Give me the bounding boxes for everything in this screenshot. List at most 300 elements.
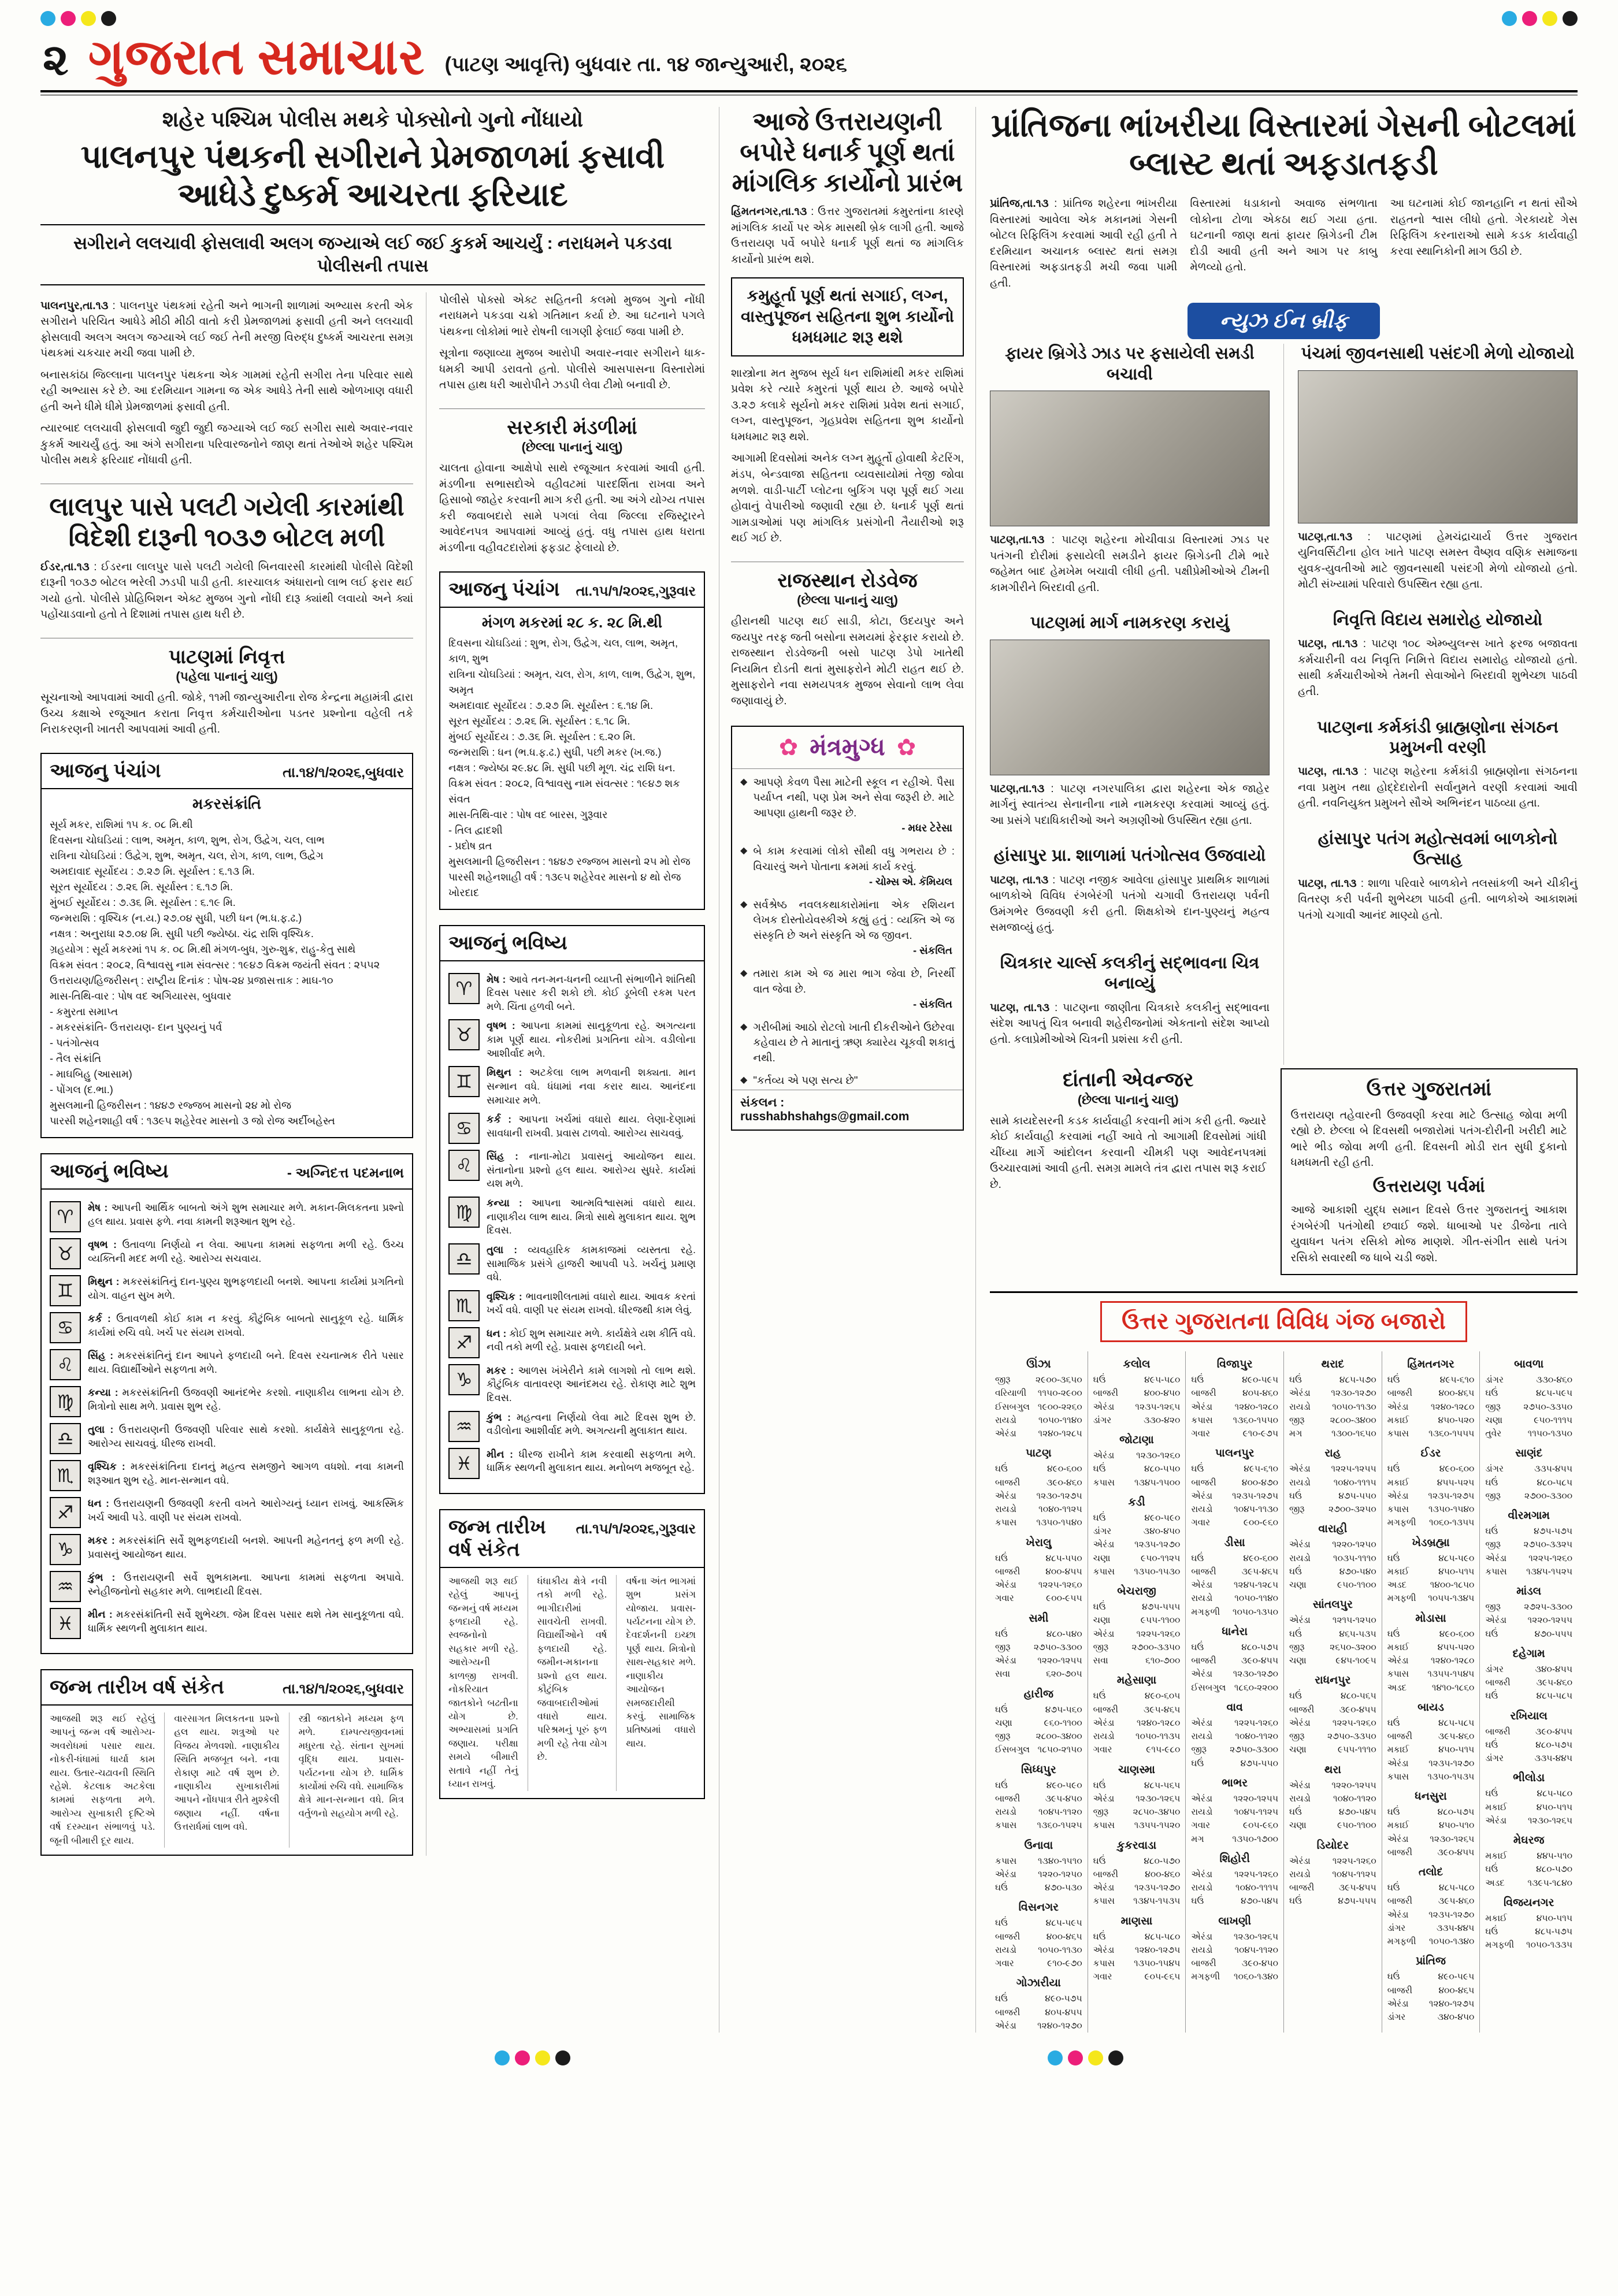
commodity-price: ૪૯૦-૫૭૫	[1045, 1994, 1082, 2004]
commodity-name: બાજરી	[1191, 1959, 1216, 1969]
market-price-row	[1093, 1462, 1181, 1476]
market-block	[1387, 1866, 1475, 1948]
market-name: વિજાપુર	[1216, 1358, 1253, 1371]
commodity-price: ૪૫૦-૫૨૦	[1438, 1415, 1475, 1425]
market-price-row	[1191, 1641, 1278, 1654]
commodity-price: ૧૩૫૦-૧૫૩૦	[1134, 1566, 1181, 1577]
market-price-row	[1485, 1525, 1572, 1538]
commodity-name: ડાંગર	[1485, 1664, 1504, 1674]
horoscope-prediction: મકરસંક્રાંતિના દાનનું મહત્વ સમજીને આગળ વધશો. નવા કામની શરૂઆત શુભ રહે. માન-સન્માન વધે.	[88, 1460, 404, 1486]
market-price-row	[1289, 1743, 1376, 1756]
commodity-name: કપાસ	[1387, 1429, 1409, 1439]
market-name: કડી	[1128, 1496, 1145, 1509]
market-price-row	[1191, 1833, 1278, 1846]
horoscope-row	[50, 1460, 404, 1491]
market-price-row	[1093, 1476, 1181, 1489]
bullet-icon: ◆	[740, 968, 748, 979]
commodity-name: બાજરી	[995, 1793, 1020, 1804]
commodity-price: ૧૦૪૫-૧૧૨૦	[1234, 1945, 1279, 1955]
commodity-name: ઘઉં	[1485, 1691, 1498, 1701]
market-price-row	[1191, 1868, 1278, 1881]
zodiac-icon: ♍	[50, 1386, 81, 1417]
zodiac-icon: ♓	[50, 1608, 81, 1639]
zodiac-sign-name: કુંભ :	[88, 1571, 124, 1583]
commodity-price: ૧૩૫૦-૧૫૩૫	[1427, 1771, 1475, 1782]
brief-text: પાટણ નગરપાલિકા દ્વારા શહેરના એક જાહેર માર્ગનું સ્વાતંત્ર્ય સેનાનીના નામે નામકરણ કરવામાં આવ્યું હતું. આ પ્રસંગે પદાધિકારીઓ અને અગ્રણીઓ ઉપસ્થિત રહ્યા હતા.	[990, 782, 1270, 827]
commodity-price: ૩૩૦-૪૬૦	[1536, 1375, 1573, 1385]
commodity-name: બાજરી	[1093, 1388, 1119, 1399]
commodity-name: ડાંગર	[1485, 1753, 1504, 1764]
news-brief-item	[990, 846, 1270, 936]
market-price-row	[1191, 1819, 1278, 1832]
horoscope-prediction: વ્યવહારિક કામકાજમાં વ્યસ્તતા રહે. સામાજિક પ્રસંગે હાજરી આપવી પડે. ખર્ચનું પ્રમાણ વધે.	[487, 1243, 696, 1283]
commodity-price: ૧૩૪૫-૧૫૦૦	[1134, 1477, 1181, 1488]
horoscope-prediction: ઉત્તરાયણની ઉજવણી કરતી વખતે આરોગ્યનું ધ્યાન રાખવું. આકસ્મિક ખર્ચ આવી પડે. વાણી પર સંયમ રાખવો.	[88, 1497, 404, 1523]
brief-headline: નિવૃત્તિ વિદાય સમારોહ યોજાયો	[1333, 611, 1543, 629]
horoscope-text	[487, 1448, 696, 1475]
market-price-row	[995, 1552, 1082, 1565]
brief-dateline: પાટણ, તા.૧૩	[1298, 766, 1359, 778]
commodity-price: ૧૩૬૦-૧૫૫૫	[1428, 1429, 1475, 1439]
commodity-name: ઘઉં	[1289, 1691, 1302, 1701]
market-block	[1289, 1840, 1376, 1908]
brief-body: પાટણ,તા.૧૩ : પાટણ નગરપાલિકા દ્વારા શહેરના એક જાહેર માર્ગનું સ્વાતંત્ર્ય સેનાનીના નામે નામકરણ કરવામાં આવ્યું હતું. આ પ્રસંગે પદાધિકારીઓ અને અગ્રણીઓ ઉપસ્થિત રહ્યા હતા.	[990, 782, 1270, 827]
commodity-price: ૪૦૦-૪૫૦	[1144, 1388, 1181, 1399]
market-block	[1387, 1701, 1475, 1784]
market-price-row	[1485, 1912, 1572, 1925]
brief-headline: ચિત્રકાર ચાર્લ્સ કલકીનું સદ્ભાવના ચિત્ર બનાવ્યું	[1000, 953, 1260, 993]
commodity-name: એરંડા	[1191, 1718, 1213, 1728]
brief-dateline: પાટણ,તા.૧૩	[990, 534, 1045, 547]
market-rows	[1387, 1805, 1475, 1859]
market-rows	[995, 1779, 1082, 1833]
commodity-price: ૧૨૨૦-૧૨૫૦	[1038, 1869, 1082, 1879]
market-price-row	[1093, 1792, 1181, 1805]
zodiac-icon: ♈	[448, 973, 480, 1004]
horoscope-text	[88, 1460, 404, 1487]
quote-row	[732, 1014, 963, 1067]
commodity-price: ૪૦૦-૪૬૫	[1438, 1388, 1475, 1399]
quote-item	[732, 960, 963, 1014]
commodity-name: બાજરી	[995, 1931, 1020, 1942]
commodity-price: ૪૦૦-૪૬૫	[1046, 1931, 1082, 1942]
commodity-name: ઘઉં	[995, 1629, 1008, 1639]
market-price-row	[1191, 1462, 1278, 1476]
commodity-name: રાયડો	[1191, 1593, 1213, 1604]
market-price-row	[1191, 1743, 1278, 1756]
market-price-row	[1289, 1703, 1376, 1717]
market-price-row	[1485, 1427, 1572, 1440]
commodity-name: બાજરી	[1191, 1388, 1216, 1399]
commodity-price: ૯૦૦-૯૫૫	[1046, 1593, 1082, 1604]
commodity-name: મગફળી	[1387, 1937, 1416, 1947]
market-price-row	[1485, 1552, 1572, 1565]
market-rows	[1387, 1552, 1475, 1606]
commodity-name: રાયડો	[1191, 1945, 1213, 1955]
market-price-row	[1093, 1600, 1181, 1614]
story-body: સૂત્રોના જણાવ્યા મુજબ આરોપી અવાર-નવાર સગીરાને ધાક-ધમકી આપી ડરાવતો હતો. પોલીસે આસપાસના વિસ્તારોમાં તપાસ હાથ ધરી આરોપીને ઝડપી લેવા ટીમો બનાવી છે.	[439, 347, 705, 392]
horoscope-prediction: ઉત્તરાયણની સર્વે શુભકામના. આપના કામમાં સફળતા અપાવે. સ્નેહીજનોનો સહકાર મળે. લાભદાયી દિવસ.	[88, 1571, 404, 1597]
commodity-price: ૧૨૨૫-૧૨૬૦	[1332, 1718, 1376, 1728]
market-name: બાવળા	[1514, 1358, 1544, 1371]
market-block	[1485, 1648, 1572, 1703]
commodity-price: ૧૩૪૫-૧૫૨૫	[1526, 1566, 1573, 1577]
commodity-price: ૪૮૦-૫૭૫	[1241, 1642, 1279, 1652]
zodiac-icon: ♌	[448, 1150, 480, 1181]
commodity-name: ઘઉં	[1485, 1927, 1498, 1937]
horoscope-prediction: ઉતાવળા નિર્ણયો ન લેવા. આપના કામમાં સફળતા મળી રહે. ઉચ્ચ વ્યક્તિની મદદ મળી રહે. આરોગ્ય સચવાય.	[88, 1238, 404, 1264]
market-name: હારીજ	[1023, 1688, 1054, 1700]
commodity-name: એરંડા	[1387, 1834, 1409, 1844]
market-price-row	[1289, 1792, 1376, 1805]
market-rows	[1485, 1462, 1572, 1503]
horoscope-row	[50, 1534, 404, 1565]
commodity-price: ૧૦૪૦-૧૧૨૫	[1038, 1504, 1082, 1515]
market-name: પાટણ	[1026, 1447, 1052, 1460]
market-price-row	[1485, 1801, 1572, 1814]
panchang-line: મુસલમાની હિજરીસન : ૧૪૪૭ રજ્જબ માસનો ૨૪ મો રોજ	[50, 1099, 292, 1111]
brief-headline: પાટણના કર્મકાંડી બ્રાહ્મણોના સંગઠન પ્રમુખની વરણી	[1317, 718, 1558, 757]
registration-marks-bottom-left	[495, 2050, 570, 2065]
commodity-name: ઈસબગુલ	[1191, 1682, 1226, 1693]
commodity-name: મગ	[1191, 1834, 1204, 1844]
commodity-name: એરંડા	[1093, 1451, 1115, 1461]
commodity-name: રાયડો	[1191, 1807, 1213, 1818]
zodiac-icon: ♋	[448, 1113, 480, 1144]
market-block	[1093, 1358, 1181, 1427]
market-price-row	[1289, 1894, 1376, 1908]
commodity-name: ઘઉં	[1191, 1464, 1204, 1474]
market-column	[1382, 1351, 1480, 2033]
market-price-row	[1289, 1387, 1376, 1400]
market-name: મેઘરજ	[1513, 1834, 1545, 1847]
market-price-row	[1289, 1717, 1376, 1730]
market-rows	[1387, 1628, 1475, 1695]
zodiac-icon: ♒	[50, 1571, 81, 1602]
market-name: કલોલ	[1123, 1358, 1151, 1371]
commodity-price: ૧૨૪૦-૧૨૮૦	[1431, 1656, 1475, 1666]
market-price-row	[1289, 1628, 1376, 1641]
commodity-name: કપાસ	[1093, 1959, 1115, 1969]
box-body: આજે આકાશી યુદ્ધ સમાન દિવસે ઉત્તર ગુજરાતનું આકાશ રંગબેરંગી પતંગોથી છવાઈ જશે. ધાબાઓ પર ડીજેના તાલે યુવાધન પતંગ રસિકો મોજ માણશે. ગીત-સંગીત સાથે પતંગ રસિકો સવારથી જ ધાબે ચડી જશે.	[1290, 1204, 1567, 1264]
brief-headline: ફાયર બ્રિગેડે ઝાડ પર ફસાયેલી સમડી બચાવી	[1005, 344, 1255, 384]
market-price-row	[995, 1855, 1082, 1868]
right-bottom-row	[990, 1068, 1578, 1275]
market-price-row	[1387, 1462, 1475, 1476]
panchang-line: પારસી શહેનશાહી વર્ષ : ૧૩૯૫ શહેરેવર માસનો ૩ જો રોજ અર્દીબહેસ્ત	[50, 1114, 335, 1127]
panchang-line: - કમુરતા સમાપ્ત	[50, 1005, 118, 1017]
market-name: ઊંઝા	[1026, 1358, 1051, 1371]
commodity-price: ૧૨૩૫-૧૨૭૦	[1134, 1540, 1181, 1550]
commodity-name: મકાઈ	[1387, 1415, 1409, 1425]
horoscope-prediction: મકરસંક્રાંતિ સર્વે શુભફળદાયી બનશે. આપની મહેનતનું ફળ મળી રહે. પ્રવાસનું આયોજન થાય.	[88, 1534, 404, 1560]
commodity-name: ઘઉં	[1387, 1629, 1400, 1639]
market-price-row	[995, 2019, 1082, 2033]
commodity-price: ૯૧૦-૯૭૫	[1242, 1429, 1279, 1439]
zodiac-icon: ♎	[448, 1243, 480, 1275]
brief-text: શાળા પરિવારે બાળકોને તલસાંકળી અને ચીકીનું વિતરણ કરી પર્વની શુભેચ્છા પાઠવી હતી. બાળકોએ આકાશમાં પતંગો ચગાવી આનંદ માણ્યો હતો.	[1298, 877, 1578, 922]
horoscope-row	[448, 1066, 696, 1107]
commodity-name: એરંડા	[1387, 1998, 1409, 2009]
market-price-row	[1191, 1730, 1278, 1743]
horoscope-row	[448, 973, 696, 1014]
commodity-price: ૧૩૬૦-૧૫૫૦	[1233, 1415, 1279, 1425]
registration-dot-cyan	[40, 11, 55, 26]
bullet-icon: ◆	[740, 845, 748, 856]
story-headline: લાલપુર પાસે પલટી ગયેલી કારમાંથી વિદેશી દારૂની ૧૦૩૭ બોટલ મળી	[49, 493, 404, 552]
horoscope-text	[88, 1386, 404, 1413]
market-price-row	[1387, 1970, 1475, 1983]
commodity-name: રાયડો	[1191, 1883, 1213, 1893]
story-subhead-box: કમુહૂર્તા પૂર્ણ થતાં સગાઈ, લગ્ન, વાસ્તુપૂજન સહિતના શુભ કાર્યોનો ધમધમાટ શરૂ થશે	[731, 277, 964, 356]
panchang-line: નક્ષત્ર : જ્યેષ્ઠા ૨૯.૪૮ મિ. સુધી પછી મૂળ. ચંદ્ર રાશિ ધન.	[448, 761, 676, 774]
market-price-row	[1093, 1400, 1181, 1414]
market-price-row	[1093, 1944, 1181, 1957]
commodity-name: ઘઉં	[995, 1883, 1008, 1893]
market-name: ડિયોદર	[1316, 1839, 1349, 1852]
horoscope-row	[50, 1608, 404, 1639]
market-rows	[1289, 1538, 1376, 1592]
market-rows	[1191, 1792, 1278, 1846]
market-block	[1485, 1772, 1572, 1827]
commodity-name: ઘઉં	[1485, 1740, 1498, 1750]
commodity-price: ૧૦૪૦-૧૧૧૫	[1235, 1883, 1279, 1893]
market-price-row	[995, 1916, 1082, 1930]
market-section-title: ઉત્તર ગુજરાતના વિવિધ ગંજ બજારો	[1100, 1301, 1467, 1342]
zodiac-icon: ♋	[50, 1312, 81, 1343]
market-price-row	[1387, 1894, 1475, 1908]
horoscope-prediction: આવે તન-મન-ધનની વ્યાપ્તી સંભાળીને શાંતિથી દિવસ પસાર કરી શકો છો. કોઈ ડૂબેલી રકમ પરત મળે. ચિંતા હળવી બને.	[487, 973, 696, 1012]
commodity-name: મકાઈ	[1485, 1851, 1508, 1862]
lotus-icon: ✿	[778, 734, 799, 760]
market-rows	[995, 1628, 1082, 1681]
commodity-name: ઘઉં	[1485, 1864, 1498, 1875]
market-rows	[1093, 1930, 1181, 1984]
commodity-name: જીરૂ	[1093, 1642, 1109, 1652]
market-price-row	[1093, 1414, 1181, 1427]
commodity-price: ૯૦૫-૯૬૦	[1242, 1821, 1279, 1831]
market-price-row	[1289, 1578, 1376, 1592]
market-price-row	[1093, 1894, 1181, 1908]
birth-year-title: જન્મ તારીખ વર્ષ સંકેત	[50, 1675, 224, 1698]
market-price-row	[1093, 1449, 1181, 1462]
birth-year-text: વારસાગત મિલકતના પ્રશ્નો હલ થાય. શત્રુઓ પર વિજય મેળવશો. નાણાકીય સ્થિતિ મજબૂત બને. નવા રોકાણ માટે વર્ષ શુભ છે. નાણાકીય સુખાકારીમાં આપને નોંધપાત્ર રીતે મુશ્કેલી જણાય નહીં. વર્ષના ઉત્તરાર્ધમાં લાભ વધે.	[164, 1712, 279, 1848]
market-name: ઉનાવા	[1024, 1839, 1053, 1852]
market-price-row	[1289, 1552, 1376, 1565]
market-price-row	[1485, 1814, 1572, 1827]
market-name: મહેસાણા	[1116, 1674, 1157, 1687]
panchang-line: જન્મરાશિ : ધન (ભ.ધ.ફ.ઢ.) સુધી, પછી મકર (ખ.જ.)	[448, 746, 662, 758]
market-price-row	[995, 1489, 1082, 1503]
horoscope-row	[448, 1448, 696, 1479]
market-price-row	[1387, 1400, 1475, 1414]
commodity-name: એરંડા	[1191, 1669, 1213, 1680]
zodiac-sign-name: સિંહ :	[88, 1350, 118, 1361]
commodity-name: ઘઉં	[1289, 1629, 1302, 1639]
commodity-price: ૨૮૦૦-૩૪૦૦	[1036, 1732, 1082, 1742]
market-price-row	[995, 1667, 1082, 1681]
horoscope-prediction: મકરસંક્રાંતિની સર્વે શુભેચ્છા. જેમ દિવસ પસાર થશે તેમ સાનુકૂળતા વધે. ધાર્મિક સ્થળની મુલાકાત થાય.	[88, 1608, 404, 1634]
commodity-price: ૪૭૦-૫૪૫	[1338, 1807, 1376, 1818]
commodity-name: એરંડા	[1289, 1718, 1311, 1728]
panchang-header	[440, 573, 704, 608]
commodity-price: ૧૨૪૦-૧૨૭૫	[1428, 1998, 1475, 2009]
commodity-price: ૩૯૫-૪૬૫	[1241, 1566, 1279, 1577]
market-name: વિસનગર	[1018, 1901, 1059, 1914]
market-name: થરા	[1324, 1763, 1341, 1776]
horoscope-text	[487, 973, 696, 1014]
commodity-name: એરંડા	[1191, 1931, 1213, 1942]
commodity-price: ૧૨૩૦-૧૨૬૦	[1136, 1451, 1181, 1461]
panchang-line: સૂરત સૂર્યોદય : ૭.૨૬ મિ. સૂર્યાસ્ત : ૬.૧૭ મિ.	[50, 880, 233, 893]
market-name: રાહ	[1324, 1447, 1341, 1460]
market-price-row	[995, 1592, 1082, 1605]
market-name: ધનસુરા	[1415, 1790, 1447, 1803]
commodity-name: બાજરી	[1191, 1656, 1216, 1666]
market-name: સાણંદ	[1515, 1447, 1543, 1460]
market-name: ભાભર	[1222, 1777, 1248, 1789]
market-price-row	[1289, 1565, 1376, 1578]
market-block	[1387, 1955, 1475, 2024]
commodity-name: બાજરી	[1485, 1726, 1511, 1737]
market-rows	[1387, 1373, 1475, 1440]
commodity-price: ૧૨૩૦-૧૨૬૫	[1527, 1815, 1573, 1826]
market-price-row	[1289, 1476, 1376, 1489]
panchang-line: - પ્રદોષ વ્રત	[448, 839, 492, 852]
quote-item	[732, 838, 963, 891]
horoscope-text	[487, 1411, 696, 1438]
commodity-price: ૩૩૫-૪૫૫	[1534, 1464, 1573, 1474]
market-price-row	[995, 2006, 1082, 2019]
commodity-price: ૧૨૨૫-૧૨૬૦	[1234, 1718, 1279, 1728]
market-price-row	[1289, 1868, 1376, 1881]
commodity-name: ચણા	[1093, 1553, 1111, 1563]
commodity-price: ૧૨૨૫-૧૨૫૫	[1331, 1464, 1376, 1474]
panchang-line: - માઘબિહુ (આસામ)	[50, 1068, 132, 1080]
market-block	[995, 1764, 1082, 1833]
market-rows	[1289, 1462, 1376, 1516]
commodity-name: એરંડા	[1093, 1945, 1115, 1955]
quote-item	[732, 1067, 963, 1090]
commodity-price: ૨૭૦૦-૩૩૫૦	[1131, 1642, 1181, 1652]
commodity-price: ૧૨૨૦-૧૨૫૫	[1233, 1793, 1279, 1804]
story-body: બનાસકાંઠા જિલ્લાના પાલનપુર પંથકના એક ગામમાં રહેતી સગીરા તેના પરિવાર સાથે રહી અભ્યાસ કરે છે. આ દરમિયાન ગામના જ એક આધેડે તેની સાથે ઓળખાણ વધારી હતી અને ધીમે ધીમે પ્રેમજાળમાં ફસાવી હતી.	[40, 369, 413, 413]
registration-dot-cyan	[1048, 2050, 1063, 2065]
market-price-row	[1387, 1414, 1475, 1427]
commodity-name: એરંડા	[1289, 1388, 1311, 1399]
zodiac-icon: ♌	[50, 1349, 81, 1380]
horoscope-row	[50, 1349, 404, 1380]
market-name: રાધનપુર	[1315, 1674, 1351, 1687]
horoscope-text	[88, 1571, 404, 1598]
quote-text: ગરીબીમાં આઠો રોટલો ખાતી દીકરીઓને ઉછેરવા કહેવાય છે તે માતાનું ઋણ ક્યારેય ચૂકવી શકાતું નથી.	[753, 1020, 955, 1064]
zodiac-icon: ♑	[448, 1364, 480, 1395]
commodity-price: ૪૯૦-૬૦૦	[1439, 1629, 1475, 1639]
story-lead: ઉત્તર ગુજરાતમાં કમુરતાંના કારણે માંગલિક કાર્યો પર એક માસથી બ્રેક લાગી હતી. આજે ઉત્તરાયણ પર્વે બપોરે ધનાર્ક પૂર્ણ થતાં જ માંગલિક કાર્યોનો પ્રારંભ થશે.	[731, 206, 964, 266]
horoscope-row	[50, 1423, 404, 1454]
commodity-name: ચણા	[1289, 1580, 1307, 1591]
quote-text: "કર્તવ્ય એ પણ સત્ય છે"	[753, 1074, 858, 1087]
commodity-name: ઘઉં	[995, 1464, 1008, 1474]
commodity-price: ૧૦૫૦-૧૧૩૦	[1332, 1402, 1376, 1412]
market-rows	[1485, 1725, 1572, 1766]
commodity-name: કપાસ	[1093, 1896, 1115, 1907]
market-rows	[1093, 1779, 1181, 1833]
zodiac-icon: ♏	[50, 1460, 81, 1491]
zodiac-sign-name: તુલા :	[88, 1424, 119, 1435]
commodity-name: ઘઉં	[1191, 1896, 1204, 1907]
commodity-price: ૪૭૫-૫૬૦	[1045, 1704, 1082, 1715]
zodiac-sign-name: વૃશ્ચિક :	[88, 1461, 131, 1472]
registration-marks-top-right	[1502, 11, 1578, 26]
commodity-name: મકાઈ	[1387, 1821, 1409, 1831]
commodity-name: કપાસ	[1191, 1415, 1213, 1425]
commodity-price: ૪૪૫-૫૧૦	[1537, 1851, 1573, 1862]
market-price-row	[1485, 1414, 1572, 1427]
panchang-line: વિક્રમ સંવત : ૨૦૮૨, વિશ્વાવસુ નામ સંવત્સર : ૧૯૪૭ શક સંવત	[448, 777, 680, 805]
mantra-title: મંત્રમુગ્ધ	[810, 734, 885, 761]
registration-dot-yellow	[1542, 11, 1557, 26]
market-price-row	[1289, 1414, 1376, 1427]
news-brief-item	[1298, 829, 1578, 923]
zodiac-sign-name: કર્ક :	[88, 1313, 116, 1324]
registration-dot-magenta	[61, 11, 76, 26]
market-price-row	[1191, 1552, 1278, 1565]
commodity-name: અડદ	[1387, 1682, 1407, 1693]
brief-headline: હાંસાપુર પ્રા. શાળામાં પતંગોત્સવ ઉજવાયો	[993, 846, 1266, 865]
birth-year-date: તા.૧૫/૧/૨૦૨૬,ગુરૂવાર	[576, 1521, 696, 1537]
market-name: હિંમતનગર	[1407, 1358, 1454, 1371]
market-name: સાંતલપુર	[1312, 1599, 1353, 1611]
commodity-name: બાજરી	[1093, 1704, 1119, 1715]
brief-text: પાટણ ૧૦૮ એમ્બ્યુલન્સ ખાતે ફરજ બજાવતા કર્મચારીની વય નિવૃત્તિ નિમિત્તે વિદાય સમારોહ યોજાયો હતો. સાથી કર્મચારીઓએ તેમની સેવાઓને બિરદાવી શુભેચ્છા પાઠવી હતી.	[1298, 638, 1578, 699]
market-rows	[1485, 1600, 1572, 1641]
market-rows	[1093, 1600, 1181, 1667]
horoscope-row	[50, 1275, 404, 1306]
horoscope-prediction: ઉતાવળથી કોઈ કામ ન કરવું. કૌટુંબિક બાબતો સાનુકૂળ રહે. ધાર્મિક કાર્યમાં રુચિ વધે. ખર્ચ પર સંયમ રાખવો.	[88, 1312, 404, 1338]
market-name: વારાહી	[1318, 1523, 1348, 1536]
box-body: ઉત્તરાયણ તહેવારની ઉજવણી કરવા માટે ઉત્સાહ જોવા મળી રહ્યો છે. છેલ્લા બે દિવસથી બજારોમાં પતંગ-દોરીની ખરીદી માટે ભારે ભીડ જોવા મળી હતી. દિવસની મોડી રાત સુધી દુકાનો ધમધમતી રહી હતી.	[1290, 1109, 1567, 1169]
bullet-icon: ◆	[740, 1075, 748, 1086]
market-price-row	[995, 1944, 1082, 1957]
commodity-price: ૪૦૫-૪૫૫	[1045, 2007, 1082, 2018]
commodity-price: ૪૫૦-૫૧૫	[1536, 1913, 1573, 1923]
story-body: પાલનપુર,તા.૧૩ : પાલનપુર પંથકમાં રહેતી અને ભાગની શાળામાં અભ્યાસ કરતી એક સગીરાને પરિચિત આધેડે મીઠી મીઠી વાતો કરી પ્રેમજાળમાં ફસાવી હતી અને લલચાવી ફોસલાવી અલગ અલગ જગ્યાએ લઈ જઈ તેની મરજી વિરુદ્ધ દુષ્કર્મ આચરતા સમગ્ર પંથકમાં ચકચાર મચી જવા પામી છે.	[40, 299, 413, 360]
box-title: ઉત્તર ગુજરાતમાં	[1366, 1078, 1491, 1101]
story-body: આ ઘટનામાં કોઈ જાનહાનિ ન થતાં સૌએ રાહતનો શ્વાસ લીધો હતો. ગેરકાયદે ગેસ રિફિલિંગ કરનારાઓ સામે કડક કાર્યવાહી કરવા સ્થાનિકોની માગ ઉઠી છે.	[1390, 198, 1578, 258]
horoscope-row	[448, 1327, 696, 1358]
market-block	[995, 1840, 1082, 1895]
commodity-price: ૧૨૪૦-૧૨૭૫	[1134, 1945, 1181, 1955]
commodity-price: ૧૨૩૫-૧૨૭૦	[1428, 1758, 1475, 1769]
commodity-price: ૧૦૪૫-૧૧૨૦	[1038, 1807, 1082, 1818]
commodity-price: ૧૩૦૦-૧૬૫૦	[1331, 1429, 1376, 1439]
market-price-row	[1191, 1654, 1278, 1667]
commodity-price: ૨૭૫૦-૩૩૨૫	[1523, 1540, 1573, 1550]
commodity-price: ૪૭૦-૫૩૦	[1044, 1883, 1082, 1893]
commodity-price: ૧૦૪૫-૧૧૨૫	[1234, 1807, 1279, 1818]
registration-dot-yellow	[81, 11, 96, 26]
commodity-price: ૪૮૦-૫૭૫	[1535, 1740, 1573, 1750]
horoscope-text	[487, 1150, 696, 1191]
horoscope-prediction: કોઈ શુભ સમાચાર મળે. કાર્યક્ષેત્રે યશ કીર્તિ વધે. નવી તકો મળી રહે. પ્રવાસ ફળદાયી બને.	[487, 1327, 696, 1353]
market-name: માંડલ	[1516, 1585, 1542, 1598]
horoscope-prediction: મકરસંક્રાંતિનું દાન આપને ફળદાયી બને. દિવસ રચનાત્મક રીતે પસાર થાય. વિદ્યાર્થીઓને સફળતા મળે.	[88, 1349, 404, 1375]
panchang-line: મુંબઈ સૂર્યોદય : ૭.૩૬ મિ. સૂર્યાસ્ત : ૬.૧૯ મિ.	[50, 896, 236, 908]
commodity-name: એરંડા	[1289, 1464, 1311, 1474]
commodity-price: ૬૧૦-૭૦૦	[1145, 1656, 1181, 1666]
market-name: ખેરાલુ	[1026, 1536, 1052, 1549]
